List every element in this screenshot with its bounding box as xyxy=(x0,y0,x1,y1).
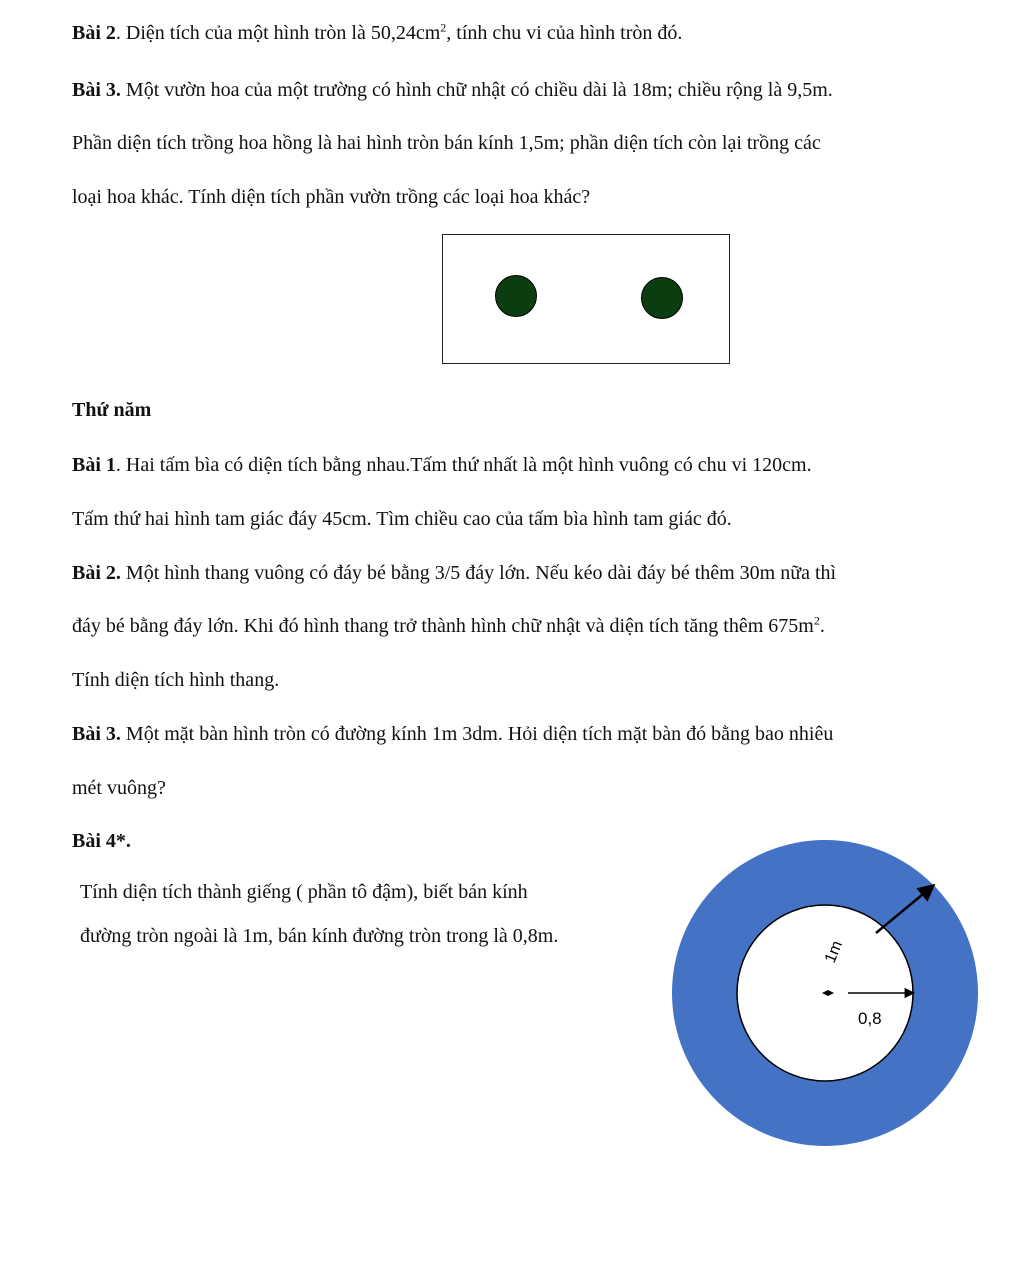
problem-2-line-3: Tính diện tích hình thang. xyxy=(72,669,280,691)
problem-4-label: Bài 4*. xyxy=(72,830,131,852)
problem-2-line-2 xyxy=(72,614,825,638)
problem-text: đáy bé bằng đáy lớn. Khi đó hình thang trở thành hình chữ nhật và diện tích tăng thêm 675m xyxy=(72,615,814,637)
problem-text: . Diện tích của một hình tròn là 50,24cm xyxy=(115,22,441,44)
problem-text: . xyxy=(819,615,825,637)
problem-text: Một mặt bàn hình tròn có đường kính 1m 3dm. Hỏi diện tích mặt bàn đó bằng bao nhiêu xyxy=(120,723,834,745)
rose-bed-circle xyxy=(495,275,537,317)
problem-4-line-2: đường tròn ngoài là 1m, bán kính đường tròn trong là 0,8m. xyxy=(80,925,559,947)
garden-rectangle-figure xyxy=(442,234,730,364)
problem-3-line-1 xyxy=(72,78,833,102)
problem-label: Bài 3. xyxy=(72,723,121,745)
problem-text: Một hình thang vuông có đáy bé bằng 3/5 đáy lớn. Nếu kéo dài đáy bé thêm 30m nữa thì xyxy=(120,562,837,584)
problem-3-line-3: loại hoa khác. Tính diện tích phần vườn trồng các loại hoa khác? xyxy=(72,186,591,208)
outer-radius-label: 1m xyxy=(821,938,847,966)
problem-label: Bài 2 xyxy=(72,22,116,44)
problem-label: Bài 1 xyxy=(72,454,116,476)
problem-2-line-1 xyxy=(72,561,836,585)
problem-4-line-1: Tính diện tích thành giếng ( phần tô đậm), biết bán kính xyxy=(80,881,528,903)
problem-3-line-2: Phần diện tích trồng hoa hồng là hai hình tròn bán kính 1,5m; phần diện tích còn lại trồng các xyxy=(72,132,821,154)
section-heading-thursday: Thứ năm xyxy=(72,399,152,421)
superscript: 2 xyxy=(813,613,820,628)
rose-bed-circle xyxy=(641,277,683,319)
well-ring-figure xyxy=(672,840,982,1150)
problem-3-line-1 xyxy=(72,722,833,746)
superscript: 2 xyxy=(440,20,447,35)
problem-label: Bài 3. xyxy=(72,79,121,101)
problem-3-line-2: mét vuông? xyxy=(72,777,166,799)
problem-2-area-circle xyxy=(72,21,682,45)
problem-1-line-2: Tấm thứ hai hình tam giác đáy 45cm. Tìm chiều cao của tấm bìa hình tam giác đó. xyxy=(72,508,732,530)
problem-label: Bài 2. xyxy=(72,562,121,584)
problem-1-line-1 xyxy=(72,453,812,477)
problem-text: . Hai tấm bìa có diện tích bằng nhau.Tấm thứ nhất là một hình vuông có chu vi 120cm. xyxy=(115,454,812,476)
problem-text: , tính chu vi của hình tròn đó. xyxy=(446,22,683,44)
problem-text: Một vườn hoa của một trường có hình chữ nhật có chiều dài là 18m; chiều rộng là 9,5m. xyxy=(120,79,833,101)
inner-radius-label: 0,8 xyxy=(858,1009,882,1028)
